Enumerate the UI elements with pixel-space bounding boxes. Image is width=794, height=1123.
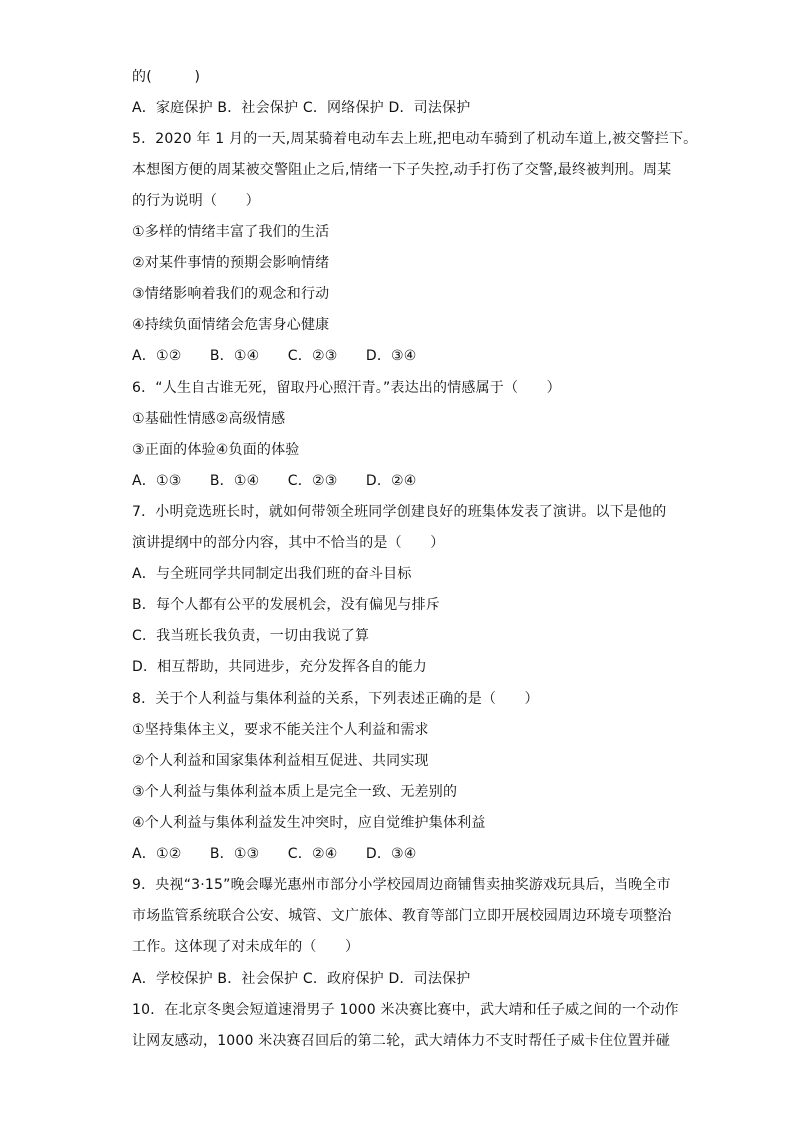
answer-choices: A．①② B．①③ C．②④ D．③④ [132, 846, 417, 862]
option-line: ④持续负面情绪会危害身心健康 [132, 317, 330, 333]
text-line: 市场监管系统联合公安、城管、文广旅体、教育等部门立即开展校园周边环境专项整治 [132, 908, 672, 924]
answer-option: A．与全班同学共同制定出我们班的奋斗目标 [132, 566, 412, 582]
answer-option: B．每个人都有公平的发展机会，没有偏见与排斥 [132, 597, 441, 613]
question-7-line: 7．小明竞选班长时，就如何带领全班同学创建良好的班集体发表了演讲。以下是他的 [132, 504, 667, 520]
text-line: 的( ) [132, 69, 201, 85]
option-line: ①坚持集体主义，要求不能关注个人利益和需求 [132, 722, 429, 738]
answer-option: C．我当班长我负责，一切由我说了算 [132, 628, 370, 644]
text-line: 工作。这体现了对未成年的（ ） [132, 939, 360, 955]
question-10-line: 10．在北京冬奥会短道速滑男子 1000 米决赛比赛中，武大靖和任子威之间的一个动作 [132, 1002, 679, 1018]
text-line: 的行为说明（ ） [132, 193, 260, 209]
option-line: ③个人利益与集体利益本质上是完全一致、无差别的 [132, 784, 458, 800]
option-line: ③正面的体验④负面的体验 [132, 442, 300, 458]
question-8-line: 8．关于个人利益与集体利益的关系，下列表述正确的是（ ） [132, 691, 539, 707]
question-5-line: 5．2020 年 1 月的一天,周某骑着电动车去上班,把电动车骑到了机动车道上,被交警拦下。 [132, 131, 698, 147]
answer-choices: A．①② B．①④ C．②③ D．③④ [132, 348, 417, 364]
option-line: ④个人利益与集体利益发生冲突时，应自觉维护集体利益 [132, 815, 486, 831]
text-line: 本想图方便的周某被交警阻止之后,情绪一下子失控,动手打伤了交警,最终被判刑。周某 [132, 162, 672, 178]
answer-option: D．相互帮助，共同进步，充分发挥各自的能力 [132, 659, 427, 675]
text-line: A．家庭保护 B．社会保护 C．网络保护 D．司法保护 [132, 100, 471, 116]
answer-choices: A．学校保护 B．社会保护 C．政府保护 D．司法保护 [132, 971, 471, 987]
text-line: 演讲提纲中的部分内容，其中不恰当的是（ ） [132, 535, 445, 551]
option-line: ③情绪影响着我们的观念和行动 [132, 286, 330, 302]
option-line: ①多样的情绪丰富了我们的生活 [132, 224, 330, 240]
option-line: ①基础性情感②高级情感 [132, 411, 286, 427]
answer-choices: A．①③ B．①④ C．②③ D．②④ [132, 473, 417, 489]
text-line: 让网友感动，1000 米决赛召回后的第二轮，武大靖体力不支时帮任子威卡住位置并碰 [132, 1033, 671, 1049]
option-line: ②对某件事情的预期会影响情绪 [132, 255, 330, 271]
question-9-line: 9．央视“3·15”晚会曝光惠州市部分小学校园周边商铺售卖抽奖游戏玩具后，当晚全市 [132, 877, 671, 893]
option-line: ②个人利益和国家集体利益相互促进、共同实现 [132, 753, 429, 769]
question-6-line: 6．“人生自古谁无死，留取丹心照汗青。”表达出的情感属于（ ） [132, 380, 561, 396]
